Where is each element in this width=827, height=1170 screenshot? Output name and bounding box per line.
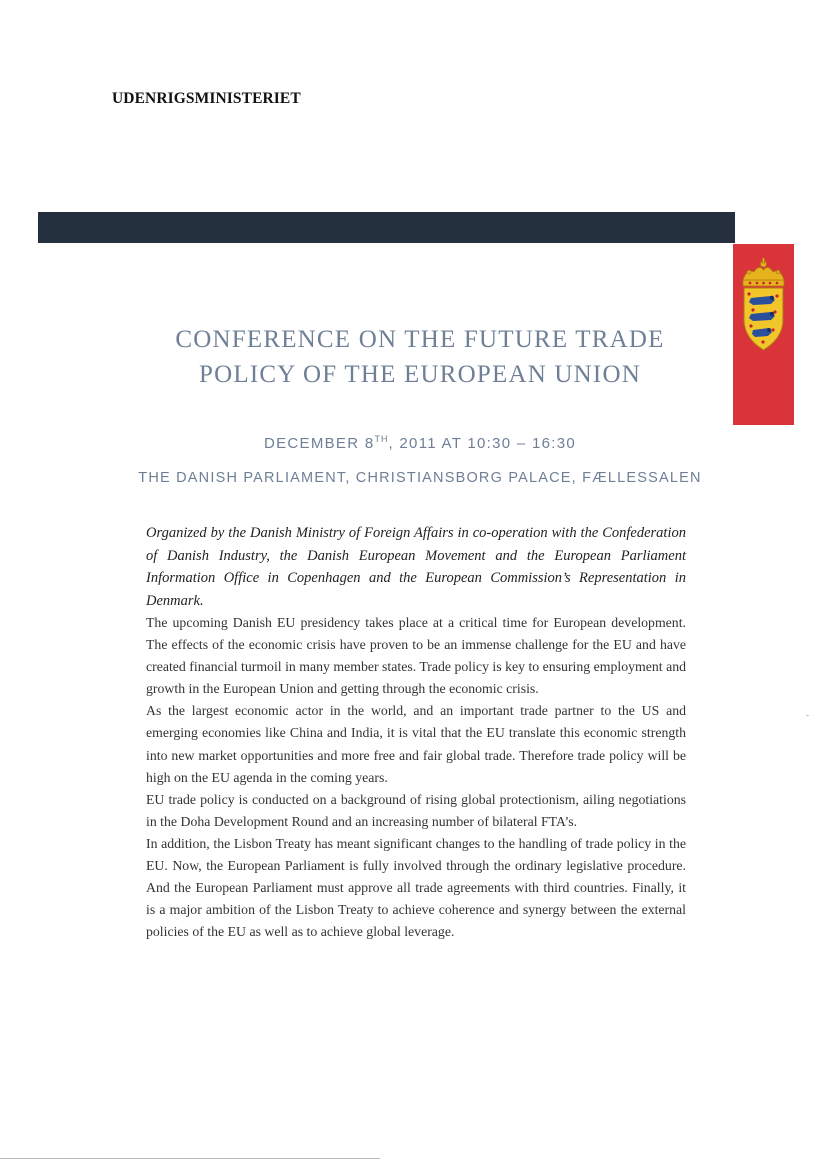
paragraph: The upcoming Danish EU presidency takes place at a critical time for European development. The effects of the economic crisis have proven to be an immense challenge for the EU and have created financial turmoil in many member states. Trade policy is key to ensuring employment and growth in the European Union and getting through the economic crisis.: [146, 615, 686, 697]
paragraph: In addition, the Lisbon Treaty has meant significant changes to the handling of trade policy in the EU. Now, the European Parliament is fully involved through the ordinary legislative procedure. And the European Parliament must approve all trade agreements with third countries. Finally, it is a major ambition of the Lisbon Treaty to achieve coherence and synergy between the external policies of the EU as well as to achieve global leverage.: [146, 835, 686, 940]
event-venue: THE DANISH PARLIAMENT, CHRISTIANSBORG PALACE, FÆLLESSALEN: [138, 470, 702, 486]
title-line-1: CONFERENCE ON THE FUTURE TRADE: [175, 326, 665, 353]
footer-rule: [0, 1158, 380, 1159]
paragraph: EU trade policy is conducted on a background of rising global protectionism, ailing negotiations in the Doha Development Round and an increasing number of bilateral FTA’s.: [146, 791, 686, 829]
scan-mark: [806, 715, 809, 716]
title-line-2: POLICY OF THE EUROPEAN UNION: [199, 361, 641, 388]
coat-of-arms-icon: [737, 258, 790, 358]
paragraph: As the largest economic actor in the world, and an important trade partner to the US and emerging economies like China and India, it is vital that the EU translate this economic strength into new market opportunities and more free and fair global trade. Therefore trade policy will be high on the EU agenda in the coming years.: [146, 703, 686, 785]
organizers-note: Organized by the Danish Ministry of Foreign Affairs in co-operation with the Confederation of Danish Industry, the Danish European Movement and the European Parliament Information Office in Copenhagen and the European Commission’s Representation in Denmark.: [146, 525, 686, 609]
date-prefix: DECEMBER 8: [263, 435, 375, 452]
date-time: , 2011 AT 10:30 – 16:30: [388, 435, 577, 452]
header-bar: [38, 212, 735, 243]
event-date: [100, 434, 740, 452]
ministry-name: UDENRIGSMINISTERIET: [112, 90, 301, 107]
date-ordinal: TH: [374, 434, 389, 444]
body-text: [146, 612, 686, 943]
crest-panel: [733, 244, 794, 425]
conference-title: [100, 322, 740, 392]
